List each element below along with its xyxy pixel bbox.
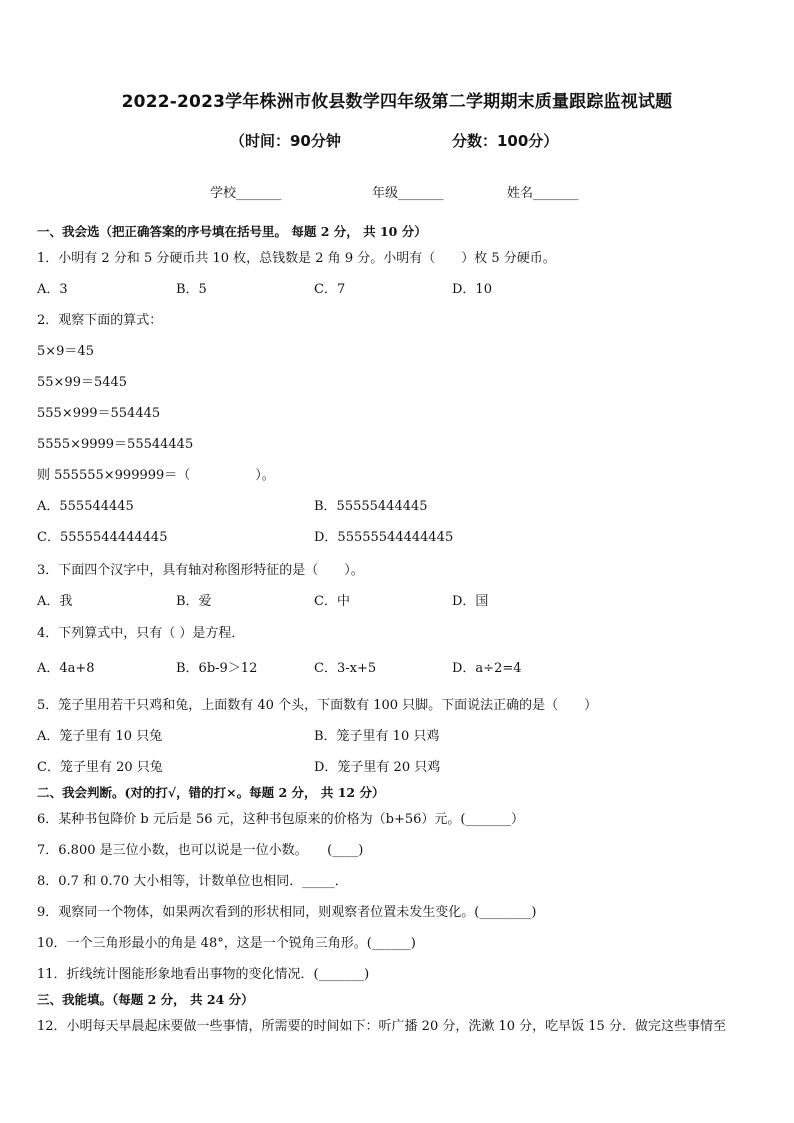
q2-stem: 2．观察下面的算式： [37,313,163,328]
q2-equation-1: 5×9＝45 [37,344,94,359]
q4-option-c: C．3-x+5 [314,661,377,676]
exam-time: （时间：90分钟 [230,132,341,150]
q3-option-d: D．国 [452,594,489,609]
q5-option-b: B．笼子里有 10 只鸡 [314,729,440,744]
q1-stem: 1．小明有 2 分和 5 分硬币共 10 枚，总钱数是 2 角 9 分。小明有（ ）枚 5 分硬币。 [37,251,556,266]
q3-stem: 3．下面四个汉字中，具有轴对称图形特征的是（ ）。 [37,563,364,578]
section3-heading: 三、我能填。（每题 2 分， 共 24 分） [37,992,254,1007]
q2-equation-3: 555×999＝554445 [37,406,161,421]
q2-option-d: D．55555544444445 [314,530,454,545]
q1-option-b: B．5 [176,282,207,297]
q11-text: 11．折线统计图能形象地看出事物的变化情况．(_______) [37,967,370,982]
q4-option-d: D．a÷2=4 [452,661,522,676]
q7-text: 7．6.800 是三位小数，也可以说是一位小数。 (____) [37,843,364,858]
q9-text: 9．观察同一个物体，如果两次看到的形状相同，则观察者位置未发生变化。(________) [37,905,537,920]
q3-option-b: B．爱 [176,594,212,609]
q2-equation-2: 55×99＝5445 [37,375,128,390]
q3-option-a: A．我 [37,594,73,609]
q5-option-a: A．笼子里有 10 只兔 [37,729,163,744]
q6-text: 6．某种书包降价 b 元后是 56 元，这种书包原来的价格为（b+56）元。(_______） [37,812,524,827]
q4-option-a: A．4a+8 [37,661,95,676]
exam-title: 2022-2023学年株洲市攸县数学四年级第二学期期末质量跟踪监视试题 [121,92,673,112]
q5-option-d: D．笼子里有 20 只鸡 [314,760,441,775]
q1-option-a: A．3 [37,282,68,297]
section2-heading: 二、我会判断。(对的打√，错的打×。每题 2 分， 共 12 分） [37,785,385,800]
q5-option-c: C．笼子里有 20 只兔 [37,760,163,775]
q10-text: 10．一个三角形最小的角是 48°，这是一个锐角三角形。(______) [37,936,416,951]
school-field: 学校_______ [210,186,282,201]
q1-option-c: C．7 [314,282,346,297]
q4-option-b: B．6b-9＞12 [176,661,258,676]
exam-score: 分数：100分） [452,132,559,150]
q1-option-d: D．10 [452,282,492,297]
q3-option-c: C．中 [314,594,350,609]
q2-question: 则 555555×999999＝（ ）。 [37,468,275,483]
q5-stem: 5．笼子里用若干只鸡和兔，上面数有 40 个头，下面数有 100 只脚。下面说法正确的是（ ） [37,698,598,713]
q4-stem: 4．下列算式中，只有（ ）是方程． [37,626,245,641]
q8-text: 8．0.7 和 0.70 大小相等，计数单位也相同．_____． [37,874,348,889]
q2-option-b: B．55555444445 [314,499,428,514]
q2-equation-4: 5555×9999＝55544445 [37,437,194,452]
section1-heading: 一、我会选（把正确答案的序号填在括号里。 每题 2 分， 共 10 分） [37,224,427,239]
q12-text: 12．小明每天早晨起床要做一些事情，所需要的时间如下：听广播 20 分，洗漱 10 分，吃早饭 15 分．做完这些事情至 [37,1019,726,1034]
q2-option-c: C．5555544444445 [37,530,168,545]
name-field: 姓名_______ [507,186,579,201]
q2-option-a: A．555544445 [37,499,134,514]
grade-field: 年级_______ [372,186,444,201]
